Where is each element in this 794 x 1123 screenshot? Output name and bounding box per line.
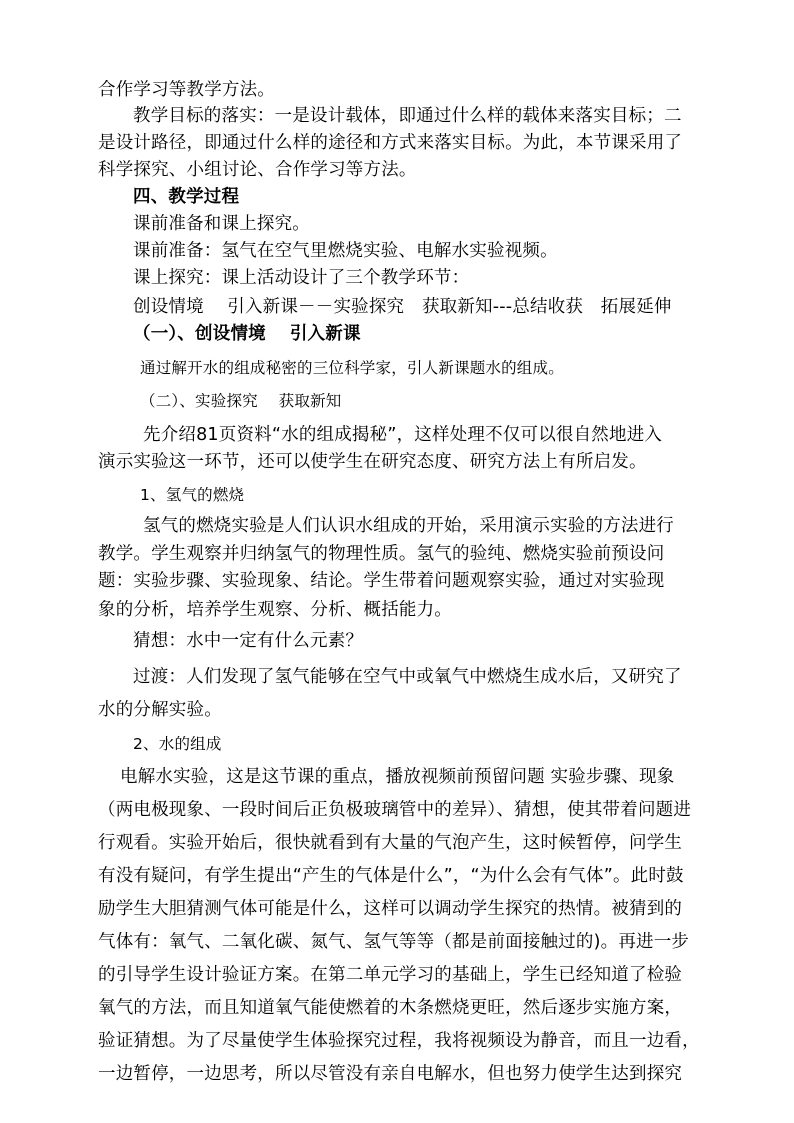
text-line: 猜想：水中一定有什么元素？	[133, 631, 364, 651]
text-line: 创设情境 引入新课－－实验探究 获取新知---总结收获 拓展延伸	[133, 297, 672, 317]
text-line: 科学探究、小组讨论、合作学习等方法。	[98, 160, 417, 180]
text-line: 是设计路径，即通过什么样的途径和方式来落实目标。为此，本节课采用了	[98, 133, 683, 153]
section-heading: 四、教学过程	[133, 187, 240, 207]
text-line: 气体有：氧气、二氧化碳、氮气、氢气等等（都是前面接触过的)。再进一步	[98, 932, 690, 952]
subsection-heading: （一）、创设情境 引入新课	[133, 324, 361, 344]
text-line: 验证猜想。为了尽量使学生体验探究过程，我将视频设为静音，而且一边看，	[98, 1031, 700, 1051]
subsection-heading: 2、水的组成	[133, 735, 222, 753]
text-line: 先介绍81页资料“水的组成揭秘”，这样处理不仅可以很自然地进入	[143, 425, 663, 445]
text-line: 通过解开水的组成秘密的三位科学家，引人新课题水的组成。	[140, 359, 564, 377]
text-line: （两电极现象、一段时间后正负极玻璃管中的差异）、猜想，使其带着问题进	[98, 800, 692, 820]
text-line: 电解水实验，这是这节课的重点，播放视频前预留问题 实验步骤、现象	[120, 767, 675, 787]
text-line: 行观看。实验开始后，很快就看到有大量的气泡产生，这时候暂停，问学生	[98, 833, 683, 853]
text-line: 教学。学生观察并归纳氢气的物理性质。氢气的验纯、燃烧实验前预设问	[98, 544, 665, 564]
text-line: 课前准备和课上探究。	[133, 214, 310, 234]
text-line: 氢气的燃烧实验是人们认识水组成的开始，采用演示实验的方法进行	[143, 516, 674, 536]
text-line: 合作学习等教学方法。	[98, 80, 275, 100]
text-line: 课前准备：氢气在空气里燃烧实验、电解水实验视频。	[133, 241, 558, 261]
text-line: 象的分析，培养学生观察、分析、概括能力。	[98, 600, 452, 620]
text-line: 氧气的方法，而且知道氧气能使燃着的木条燃烧更旺，然后逐步实施方案，	[98, 998, 683, 1018]
text-line: 演示实验这一环节，还可以使学生在研究态度、研究方法上有所启发。	[98, 452, 647, 472]
text-line: 有没有疑问，有学生提出“产生的气体是什么”，“为什么会有气体”。此时鼓	[98, 866, 684, 886]
text-line: 励学生大胆猜测气体可能是什么，这样可以调动学生探究的热情。被猜到的	[98, 899, 683, 919]
text-line: 一边暂停，一边思考，所以尽管没有亲自电解水，但也努力使学生达到探究	[98, 1064, 683, 1084]
text-line: 题：实验步骤、实验现象、结论。学生带着问题观察实验，通过对实验现	[98, 571, 665, 591]
subsection-heading: （二）、实验探究 获取新知	[140, 392, 342, 410]
text-line: 水的分解实验。	[98, 700, 222, 720]
text-line: 教学目标的落实：一是设计载体，即通过什么样的载体来落实目标；二	[133, 106, 682, 126]
text-line: 过渡：人们发现了氢气能够在空气中或氧气中燃烧生成水后，又研究了	[133, 667, 682, 687]
subsection-heading: 1、氢气的燃烧	[140, 486, 245, 504]
text-line: 课上探究：课上活动设计了三个教学环节：	[133, 268, 470, 288]
text-line: 的引导学生设计验证方案。在第二单元学习的基础上，学生已经知道了检验	[98, 965, 683, 985]
